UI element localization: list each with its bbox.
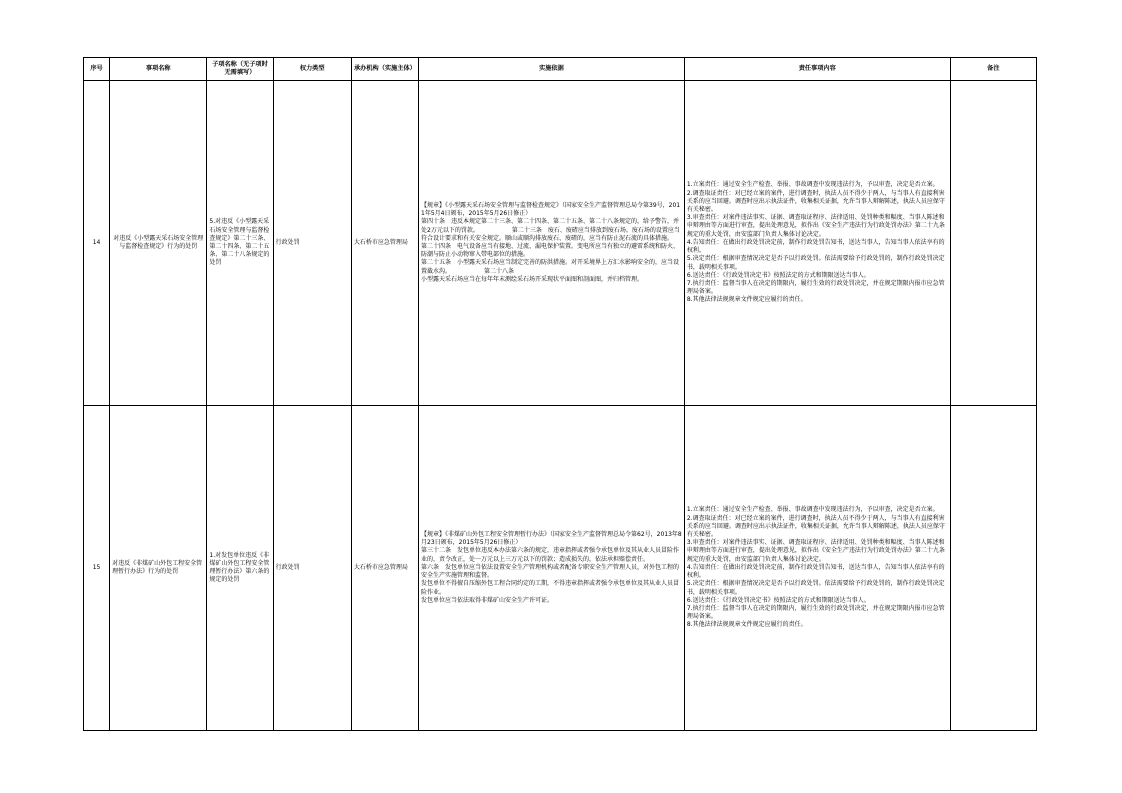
cell-subitem-name: 5.对违反《小型露天采石场安全管理与监督检查规定》第二十三条、第二十四条、第二十五条、第二十八条规定的处罚 <box>207 81 273 406</box>
cell-duty <box>684 406 950 731</box>
cell-item-name: 对违反《非煤矿山外包工程安全管理暂行办法》行为的处罚 <box>110 406 207 731</box>
cell-subitem-name: 1.对发包单位违反《非煤矿山外包工程安全管理暂行办法》第六条的规定的处罚 <box>207 406 273 731</box>
table-row <box>84 406 1037 731</box>
cell-seq: 15 <box>84 406 110 731</box>
header-note: 备注 <box>950 58 1036 81</box>
cell-basis <box>419 81 685 406</box>
cell-organization: 大石桥市应急管理局 <box>351 81 418 406</box>
header-organization: 承办机构（实施主体） <box>351 58 418 81</box>
basis-text: 【规章】《非煤矿山外包工程安全管理暂行办法》（国家安全生产监督管理总局令第62号，2013年8月23日颁布，2015年5月26日修正） 第三十二条 发包单位违反本办法第六条的规定，违章指挥或者强令承包单位及其从业人员冒险作业的，责令改正，处一万元以上三万元以下的罚款；造成损失的，依法承担赔偿责任。 第六条 发包单位应当依法设置安全生产管理机构或者配备专职安全生产管理人员，对外包工程的安全生产实施管理和监督。 发包单位不得擅自压缩外包工程合同约定的工期，不得违章指挥或者强令承包单位及其从业人员冒险作业。 发包单位应当依法取得非煤矿山安全生产许可证。 <box>421 531 682 604</box>
cell-note <box>950 406 1036 731</box>
header-basis: 实施依据 <box>419 58 685 81</box>
header-subitem-name: 子项名称（无子项时无需填写） <box>207 58 273 81</box>
cell-duty <box>684 81 950 406</box>
table-header-row <box>84 58 1037 81</box>
duty-text: 1.立案责任：通过安全生产检查、举报、事故调查中发现违法行为，予以审查，决定是否立案。 2.调查取证责任：对已经立案的案件，进行调查时，执法人员不得少于两人，与当事人有直接利害关系的应当回避。调查时应出示执法证件，收集相关证据，允许当事人辩解陈述，执法人员应保守有关秘密。 3.审查责任：对案件违法事实、证据、调查取证程序、法律适用、处罚种类和幅度、当事人陈述和申辩理由等方面进行审查，提出处理意见，拟作出《安全生产违法行为行政处罚办法》第二十九条规定的重大处罚，由安监部门负责人集体讨论决定。 4.告知责任：在做出行政处罚决定前，制作行政处罚告知书，送达当事人，告知当事人依法享有的权利。 5.决定责任：根据审查情况决定是否予以行政处罚。依法需要给予行政处罚的，制作行政处罚决定书，载明相关事项。 6.送达责任：《行政处罚决定书》按照法定的方式和期限送达当事人。 7.执行责任：监督当事人在决定的期限内，履行生效的行政处罚决定，并在规定期限内报市应急管理局备案。 8.其他法律法规规章文件规定应履行的责任。 <box>686 506 945 629</box>
duty-text: 1.立案责任：通过安全生产检查、举报、事故调查中发现违法行为，予以审查，决定是否立案。 2.调查取证责任：对已经立案的案件，进行调查时，执法人员不得少于两人，与当事人有直接利害关系的应当回避。调查时应出示执法证件，收集相关证据，允许当事人辩解陈述，执法人员应保守有关秘密。 3.审查责任：对案件违法事实、证据、调查取证程序、法律适用、处罚种类和幅度、当事人陈述和申辩理由等方面进行审查，提出处理意见，拟作出《安全生产违法行为行政处罚办法》第二十九条规定的重大处罚，由安监部门负责人集体讨论决定。 4.告知责任：在做出行政处罚决定前，制作行政处罚告知书，送达当事人，告知当事人依法享有的权利。 5.决定责任：根据审查情况决定是否予以行政处罚。依法需要给予行政处罚的，制作行政处罚决定书，载明相关事项。 6.送达责任：《行政处罚决定书》按照法定的方式和期限送达当事人。 7.执行责任：监督当事人在决定的期限内，履行生效的行政处罚决定，并在规定期限内报市应急管理局备案。 8.其他法律法规规章文件规定应履行的责任。 <box>686 181 945 304</box>
authority-list-table <box>83 57 1037 731</box>
table-row <box>84 81 1037 406</box>
cell-power-type: 行政处罚 <box>273 81 351 406</box>
cell-basis <box>419 406 685 731</box>
cell-power-type: 行政处罚 <box>273 406 351 731</box>
header-seq: 序号 <box>84 58 110 81</box>
header-duty: 责任事项内容 <box>684 58 950 81</box>
header-item-name: 事项名称 <box>110 58 207 81</box>
basis-text: 【规章】《小型露天采石场安全管理与监督检查规定》（国家安全生产监督管理总局令第39号，2011年5月4日颁布，2015年5月26日修正） 第四十条 违反本规定第二十三条、第二十四条、第二十五条、第二十八条规定的，给予警告，并处2万元以下的罚款。 第二十三条 废石、废碴应当排放到废石场。废石场的设置应当符合设计要求和有关安全规定。顺山或顺沟排放废石、废碴的，应当有防止泥石流的具体措施。 第二十四条 电气设备应当有接地、过流、漏电保护装置。变电所应当有独立的避雷系统和防火、防潮与防止小动物窜入带电部位的措施。 第二十五条 小型露天采石场应当制定完善的防洪措施。对开采境界上方汇水影响安全的，应当设置截水沟。 第二十八条 小型露天采石场应当在每年年末测绘采石场开采现状平面图和剖面图，并归档管理。 <box>421 201 681 283</box>
cell-seq: 14 <box>84 81 110 406</box>
cell-item-name: 对违反《小型露天采石场安全管理与监督检查规定》行为的处罚 <box>110 81 207 406</box>
cell-organization: 大石桥市应急管理局 <box>351 406 418 731</box>
header-power-type: 权力类型 <box>273 58 351 81</box>
cell-note <box>950 81 1036 406</box>
